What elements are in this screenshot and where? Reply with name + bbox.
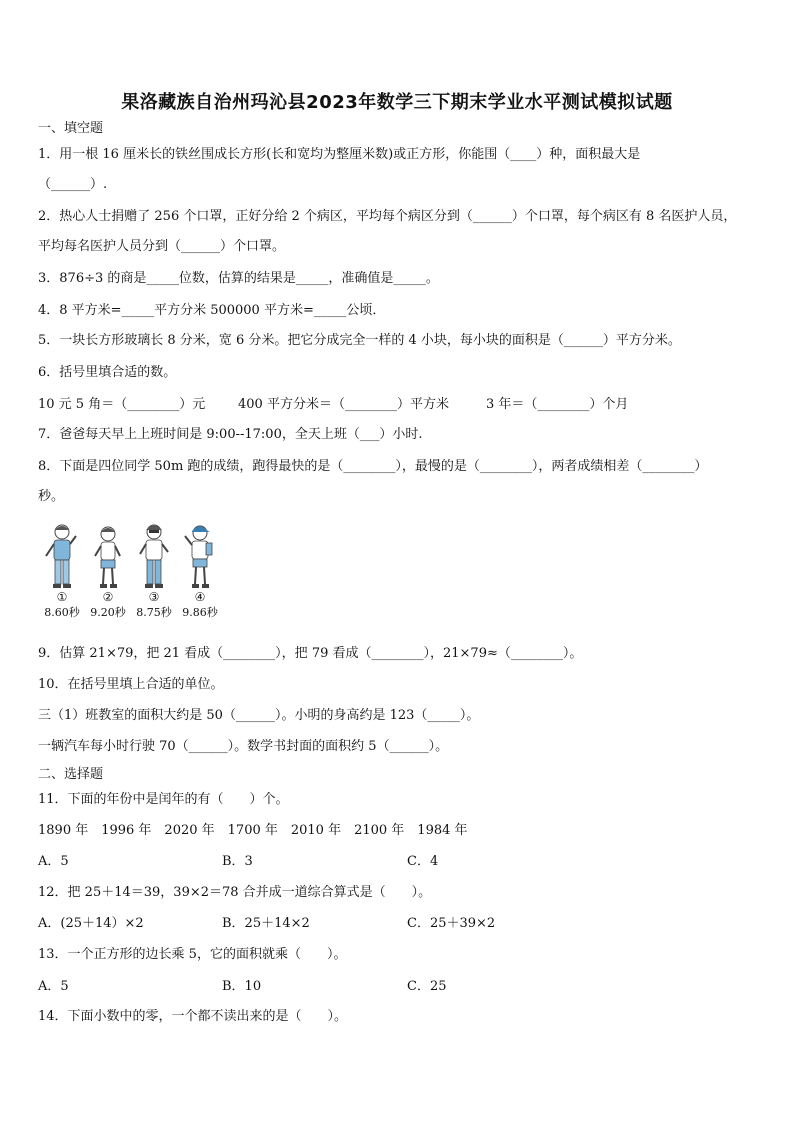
question-1-line-2: （______）. bbox=[38, 177, 108, 192]
question-13-option-c: C．25 bbox=[407, 979, 447, 994]
student-4-time: 9.86秒 bbox=[182, 606, 218, 619]
question-10-part-b: 一辆汽车每小时行驶 70（______）。数学书封面的面积约 5（______）。 bbox=[38, 739, 449, 754]
page-title: 果洛藏族自治州玛沁县2023年数学三下期末学业水平测试模拟试题 bbox=[121, 92, 673, 113]
question-8-line-1: 8．下面是四位同学 50m 跑的成绩，跑得最快的是（________），最慢的是（________），两者成绩相差（________） bbox=[38, 459, 708, 474]
question-6-part-c: 3 年＝（________）个月 bbox=[486, 397, 629, 412]
question-9: 9．估算 21×79，把 21 看成（________），把 79 看成（________），21×79≈（________）。 bbox=[38, 646, 583, 661]
student-1-time: 8.60秒 bbox=[44, 606, 80, 619]
question-2-line-1: 2．热心人士捐赠了 256 个口罩，正好分给 2 个病区，平均每个病区分到（______）个口罩，每个病区有 8 名医护人员， bbox=[38, 209, 737, 224]
section-heading-fill-blank: 一、填空题 bbox=[38, 121, 104, 136]
student-4-illustration bbox=[180, 522, 220, 590]
question-11-option-c: C．4 bbox=[407, 854, 439, 869]
question-11-option-a: A．5 bbox=[38, 854, 69, 869]
student-3-number: ③ bbox=[148, 590, 160, 604]
question-6-part-b: 400 平方分米＝（________）平方米 bbox=[238, 397, 449, 412]
question-7: 7．爸爸每天早上上班时间是 9:00--17:00，全天上班（___）小时. bbox=[38, 427, 423, 442]
question-12: 12．把 25＋14＝39，39×2＝78 合并成一道综合算式是（ ）。 bbox=[38, 885, 432, 900]
question-13-option-a: A．5 bbox=[38, 979, 69, 994]
question-6: 6．括号里填合适的数。 bbox=[38, 365, 177, 380]
question-14: 14．下面小数中的零，一个都不读出来的是（ ）。 bbox=[38, 1009, 348, 1024]
section-heading-multiple-choice: 二、选择题 bbox=[38, 767, 104, 782]
question-3: 3．876÷3 的商是_____位数，估算的结果是_____，准确值是_____。 bbox=[38, 271, 439, 286]
student-2-time: 9.20秒 bbox=[90, 606, 126, 619]
question-5: 5．一块长方形玻璃长 8 分米，宽 6 分米。把它分成完全一样的 4 小块，每小块的面积是（______）平方分米。 bbox=[38, 333, 681, 348]
student-3-illustration bbox=[134, 522, 174, 590]
question-11-option-b: B．3 bbox=[222, 854, 253, 869]
question-2-line-2: 平均每名医护人员分到（______）个口罩。 bbox=[38, 239, 286, 254]
question-13: 13．一个正方形的边长乘 5，它的面积就乘（ ）。 bbox=[38, 947, 347, 962]
question-11: 11．下面的年份中是闰年的有（ ）个。 bbox=[38, 792, 289, 807]
question-8-line-2: 秒。 bbox=[38, 489, 65, 504]
question-1-line-1: 1．用一根 16 厘米长的铁丝围成长方形(长和宽均为整厘米数)或正方形，你能围（____）种，面积最大是 bbox=[38, 147, 641, 162]
question-13-option-b: B．10 bbox=[222, 979, 262, 994]
student-2-illustration bbox=[88, 522, 128, 590]
question-10-part-a: 三（1）班教室的面积大约是 50（______）。小明的身高约是 123（_____）。 bbox=[38, 708, 480, 723]
student-3-time: 8.75秒 bbox=[136, 606, 172, 619]
question-12-option-c: C．25＋39×2 bbox=[407, 916, 496, 931]
student-1-illustration bbox=[42, 522, 82, 590]
question-6-part-a: 10 元 5 角＝（________）元 bbox=[38, 397, 206, 412]
question-12-option-a: A．(25＋14）×2 bbox=[38, 916, 144, 931]
student-1-number: ① bbox=[56, 590, 68, 604]
question-10: 10．在括号里填上合适的单位。 bbox=[38, 677, 224, 692]
student-2-number: ② bbox=[102, 590, 114, 604]
question-4: 4．8 平方米=_____平方分米 500000 平方米=_____公顷． bbox=[38, 303, 386, 318]
student-4-number: ④ bbox=[194, 590, 206, 604]
question-11-years: 1890 年 1996 年 2020 年 1700 年 2010 年 2100 年 1984 年 bbox=[38, 823, 468, 838]
question-12-option-b: B．25＋14×2 bbox=[222, 916, 310, 931]
